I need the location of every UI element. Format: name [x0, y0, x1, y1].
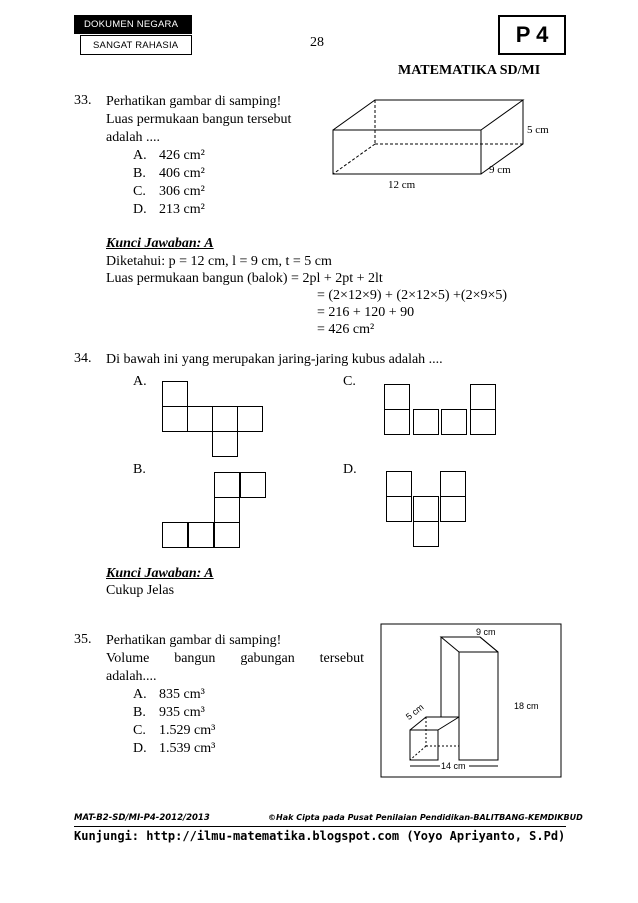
q35-option-d-text: 1.539 cm³	[159, 741, 216, 756]
q33-solution-step-3: = 426 cm²	[317, 322, 375, 337]
q35-option-a-letter: A.	[133, 687, 147, 702]
q34-option-c-label: C.	[343, 374, 356, 389]
q35-option-d-letter: D.	[133, 741, 147, 756]
cuboid-width-label: 9 cm	[489, 164, 511, 176]
q33-solution-step-1: = (2×12×9) + (2×12×5) +(2×9×5)	[317, 288, 508, 303]
question-34-text: Di bawah ini yang merupakan jaring-jaring kubus adalah ....	[106, 352, 443, 367]
q35-word: Volume	[106, 651, 150, 666]
question-35-number: 35.	[74, 632, 92, 647]
q35-word: bangun	[174, 651, 216, 666]
question-33-line-3: adalah ....	[106, 130, 161, 145]
q35-word: tersebut	[319, 651, 364, 666]
q33-option-b-text: 406 cm²	[159, 166, 205, 181]
footer-document-code: MAT-B2-SD/MI-P4-2012/2013	[74, 813, 210, 823]
question-35-line-1: Perhatikan gambar di samping!	[106, 633, 282, 648]
question-33-line-2: Luas permukaan bangun tersebut	[106, 112, 292, 127]
q33-option-d-text: 213 cm²	[159, 202, 205, 217]
q34-option-d-label: D.	[343, 462, 357, 477]
q34-answer-key: Kunci Jawaban: A	[106, 566, 214, 581]
question-33-number: 33.	[74, 93, 92, 108]
composite-top-label: 9 cm	[476, 627, 496, 637]
q33-option-c-text: 306 cm²	[159, 184, 205, 199]
q34-option-b-label: B.	[133, 462, 146, 477]
q34-explanation: Cukup Jelas	[106, 583, 175, 598]
q33-solution-step-2: = 216 + 120 + 90	[317, 305, 415, 320]
q35-option-c-text: 1.529 cm³	[159, 723, 216, 738]
composite-base-label: 14 cm	[441, 761, 466, 771]
cuboid-length-label: 12 cm	[388, 179, 416, 191]
q33-solution-known: Diketahui: p = 12 cm, l = 9 cm, t = 5 cm	[106, 254, 332, 269]
q35-option-c-letter: C.	[133, 723, 146, 738]
q33-answer-key: Kunci Jawaban: A	[106, 236, 214, 251]
q33-solution-formula: Luas permukaan bangun (balok) = 2pl + 2pt + 2lt	[106, 271, 383, 286]
composite-small-label: 5 cm	[404, 701, 426, 722]
q33-option-c-letter: C.	[133, 184, 146, 199]
q35-option-a-text: 835 cm³	[159, 687, 205, 702]
page-number: 28	[310, 35, 324, 50]
q34-option-a-label: A.	[133, 374, 147, 389]
footer-visit-link: Kunjungi: http://ilmu-matematika.blogspot.com (Yoyo Apriyanto, S.Pd)	[74, 829, 566, 843]
footer-divider	[74, 826, 566, 827]
subject-title: MATEMATIKA SD/MI	[398, 63, 541, 78]
q33-option-d-letter: D.	[133, 202, 147, 217]
question-34-number: 34.	[74, 351, 92, 366]
q33-option-a-text: 426 cm²	[159, 148, 205, 163]
cuboid-height-label: 5 cm	[527, 124, 549, 136]
question-35-line-3: adalah....	[106, 669, 157, 684]
q35-option-b-letter: B.	[133, 705, 146, 720]
document-classification-tag: DOKUMEN NEGARA	[74, 15, 192, 34]
confidentiality-tag: SANGAT RAHASIA	[80, 35, 192, 55]
composite-height-label: 18 cm	[514, 701, 539, 711]
q33-option-b-letter: B.	[133, 166, 146, 181]
q35-word: gabungan	[240, 651, 295, 666]
footer-copyright: ©Hak Cipta pada Pusat Penilaian Pendidikan-BALITBANG-KEMDIKBUD	[268, 813, 583, 822]
question-33-line-1: Perhatikan gambar di samping!	[106, 94, 282, 109]
q33-option-a-letter: A.	[133, 148, 147, 163]
paper-code-box: P 4	[498, 15, 566, 55]
q35-option-b-text: 935 cm³	[159, 705, 205, 720]
